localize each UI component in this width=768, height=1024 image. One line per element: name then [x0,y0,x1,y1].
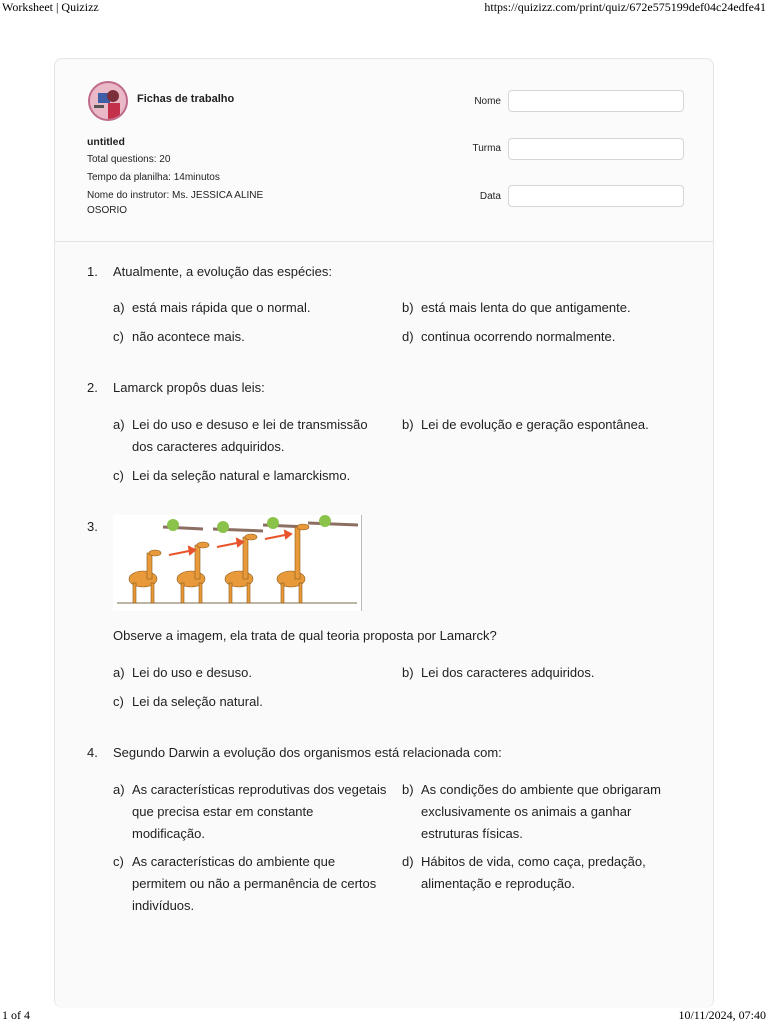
instructor-name-cont: OSORIO [87,205,128,216]
brand-logo-icon [88,81,128,121]
worksheet-time: Tempo da planilha: 14minutos [87,172,220,183]
option-text: Hábitos de vida, como caça, predação, [421,854,646,869]
question-text: Atualmente, a evolução das espécies: [113,264,332,279]
tab-title: Worksheet | Quizizz [2,0,99,14]
question-text: Observe a imagem, ela trata de qual teoria proposta por Lamarck? [113,628,497,643]
option-letter: d) [402,854,414,869]
class-label: Turma [472,143,501,154]
option-text-line2: alimentação e reprodução. [421,876,575,891]
option-text: Lei da seleção natural e lamarckismo. [132,468,351,483]
print-footer [0,1008,768,1024]
option-text: Lei de evolução e geração espontânea. [421,417,649,432]
print-header [0,0,768,16]
option-letter: d) [402,329,414,344]
option-text: As características do ambiente que [132,854,336,869]
worksheet-header [55,59,713,242]
option-letter: c) [113,694,124,709]
option-text: está mais rápida que o normal. [132,300,311,315]
option-letter: b) [402,300,414,315]
option-letter: b) [402,417,414,432]
option-letter: a) [113,417,125,432]
question-number: 2. [87,380,98,395]
option-text: As condições do ambiente que obrigaram [421,782,661,797]
name-label: Nome [474,96,501,107]
giraffe-evolution-image [113,515,362,611]
option-letter: a) [113,665,125,680]
option-letter: b) [402,782,414,797]
option-text-line3: estruturas físicas. [421,826,523,841]
option-letter: c) [113,468,124,483]
question-number: 4. [87,745,98,760]
question-number: 3. [87,519,98,534]
option-text-line2: exclusivamente os animais a ganhar [421,804,632,819]
question-text: Lamarck propôs duas leis: [113,380,265,395]
option-text: As características reprodutivas dos vegetais [132,782,387,797]
option-text: está mais lenta do que antigamente. [421,300,631,315]
question-number: 1. [87,264,98,279]
date-field[interactable] [508,185,684,207]
option-text: Lei do uso e desuso. [132,665,252,680]
option-text: Lei do uso e desuso e lei de transmissão [132,417,368,432]
option-letter: c) [113,329,124,344]
option-letter: a) [113,300,125,315]
option-text-line2: permitem ou não a permanência de certos [132,876,377,891]
class-field[interactable] [508,138,684,160]
option-text: Lei dos caracteres adquiridos. [421,665,595,680]
option-text-line3: indivíduos. [132,898,195,913]
option-letter: b) [402,665,414,680]
option-text: continua ocorrendo normalmente. [421,329,616,344]
page-indicator: 1 of 4 [2,1008,30,1022]
option-text-line2: que precisa estar em constante [132,804,314,819]
option-text-line3: modificação. [132,826,205,841]
option-text: não acontece mais. [132,329,245,344]
page-url[interactable]: https://quizizz.com/print/quiz/672e575199def04c24edfe41 [484,0,766,14]
option-text-line2: dos caracteres adquiridos. [132,439,285,454]
option-text: Lei da seleção natural. [132,694,263,709]
name-field[interactable] [508,90,684,112]
worksheet-title: untitled [87,136,125,148]
option-letter: a) [113,782,125,797]
instructor-name: Nome do instrutor: Ms. JESSICA ALINE [87,190,264,201]
worksheet-sheet [54,58,714,1008]
option-letter: c) [113,854,124,869]
date-label: Data [479,191,501,202]
print-datetime: 10/11/2024, 07:40 [678,1008,766,1022]
total-questions: Total questions: 20 [87,154,171,165]
worksheet-meta [87,133,307,219]
question-text: Segundo Darwin a evolução dos organismos está relacionada com: [113,745,502,760]
brand-name: Fichas de trabalho [137,93,235,105]
